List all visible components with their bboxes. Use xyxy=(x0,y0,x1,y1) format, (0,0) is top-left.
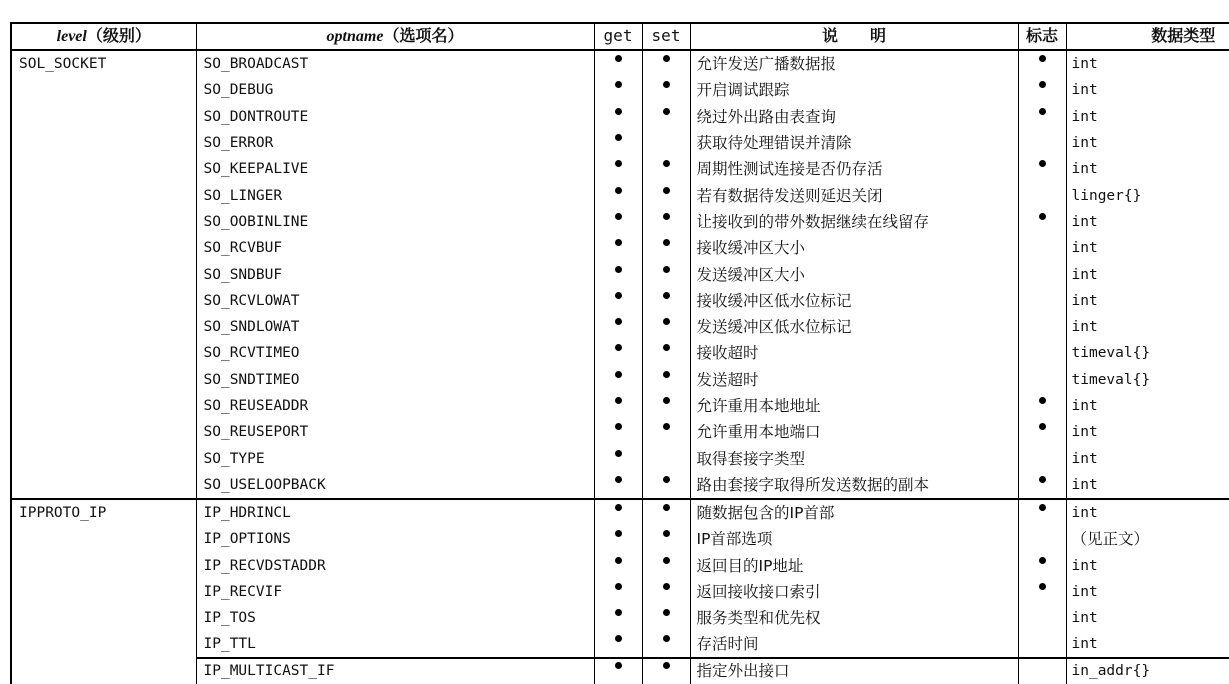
description-cell: 绕过外出路由表查询 xyxy=(690,104,1018,130)
description-cell: 周期性测试连接是否仍存活 xyxy=(690,156,1018,182)
description-cell: 路由套接字取得所发送数据的副本 xyxy=(690,472,1018,499)
flag-cell xyxy=(1018,472,1066,499)
table-row xyxy=(11,261,1229,287)
description-cell: 服务类型和优先权 xyxy=(690,605,1018,631)
table-row xyxy=(11,77,1229,103)
optname-cell: SO_TYPE xyxy=(196,445,594,471)
set-cell xyxy=(642,314,690,340)
optname-cell: SO_RCVBUF xyxy=(196,235,594,261)
bullet-icon xyxy=(663,397,670,404)
description-cell: 允许重用本地端口 xyxy=(690,419,1018,445)
optname-cell: SO_LINGER xyxy=(196,182,594,208)
set-cell xyxy=(642,130,690,156)
table-row xyxy=(11,50,1229,77)
bullet-icon xyxy=(1039,504,1046,511)
level-cell xyxy=(11,340,196,366)
bullet-icon xyxy=(663,266,670,273)
optname-cell: SO_SNDBUF xyxy=(196,261,594,287)
datatype-cell: linger{} xyxy=(1066,182,1229,208)
flag-cell xyxy=(1018,104,1066,130)
table-row xyxy=(11,472,1229,499)
set-cell xyxy=(642,235,690,261)
set-cell xyxy=(642,445,690,471)
header-description-label: 说 明 xyxy=(821,26,886,45)
datatype-cell: int xyxy=(1066,472,1229,499)
bullet-icon xyxy=(615,662,622,669)
level-cell xyxy=(11,77,196,103)
table-row xyxy=(11,314,1229,340)
bullet-icon xyxy=(663,55,670,62)
description-cell: 获取待处理错误并清除 xyxy=(690,130,1018,156)
set-cell xyxy=(642,182,690,208)
flag-cell xyxy=(1018,393,1066,419)
bullet-icon xyxy=(663,318,670,325)
table-row xyxy=(11,156,1229,182)
bullet-icon xyxy=(1039,476,1046,483)
get-cell xyxy=(594,340,642,366)
datatype-cell: int xyxy=(1066,261,1229,287)
header-get-label: get xyxy=(603,26,633,45)
bullet-icon xyxy=(615,397,622,404)
set-cell xyxy=(642,261,690,287)
bullet-icon xyxy=(663,81,670,88)
level-cell xyxy=(11,235,196,261)
set-cell xyxy=(642,499,690,526)
get-cell xyxy=(594,472,642,499)
bullet-icon xyxy=(615,371,622,378)
description-cell: 发送缓冲区大小 xyxy=(690,261,1018,287)
description-cell: 允许重用本地地址 xyxy=(690,393,1018,419)
optname-cell: IP_TTL xyxy=(196,632,594,658)
bullet-icon xyxy=(663,292,670,299)
optname-cell: IP_HDRINCL xyxy=(196,499,594,526)
table-header xyxy=(11,23,1229,50)
bullet-icon xyxy=(615,423,622,430)
description-cell: 返回目的IP地址 xyxy=(690,553,1018,579)
optname-cell: IP_OPTIONS xyxy=(196,526,594,552)
set-cell xyxy=(642,605,690,631)
flag-cell xyxy=(1018,340,1066,366)
get-cell xyxy=(594,393,642,419)
optname-cell: SO_DEBUG xyxy=(196,77,594,103)
datatype-cell: （见正文） xyxy=(1066,526,1229,552)
level-cell: IPPROTO_IP xyxy=(11,499,196,526)
header-level xyxy=(11,23,196,50)
bullet-icon xyxy=(1039,423,1046,430)
bullet-icon xyxy=(615,344,622,351)
level-cell xyxy=(11,472,196,499)
bullet-icon xyxy=(663,504,670,511)
table-row xyxy=(11,526,1229,552)
optname-cell: SO_BROADCAST xyxy=(196,50,594,77)
datatype-cell: int xyxy=(1066,553,1229,579)
level-cell xyxy=(11,130,196,156)
table-row xyxy=(11,209,1229,235)
datatype-cell: int xyxy=(1066,104,1229,130)
optname-cell: SO_OOBINLINE xyxy=(196,209,594,235)
set-cell xyxy=(642,156,690,182)
get-cell xyxy=(594,526,642,552)
bullet-icon xyxy=(1039,213,1046,220)
bullet-icon xyxy=(1039,81,1046,88)
header-flag-label: 标志 xyxy=(1025,26,1058,45)
table-row xyxy=(11,367,1229,393)
flag-cell xyxy=(1018,579,1066,605)
get-cell xyxy=(594,658,642,684)
get-cell xyxy=(594,288,642,314)
description-cell: 发送缓冲区低水位标记 xyxy=(690,314,1018,340)
optname-cell: SO_SNDLOWAT xyxy=(196,314,594,340)
bullet-icon xyxy=(663,423,670,430)
set-cell xyxy=(642,367,690,393)
bullet-icon xyxy=(1039,397,1046,404)
optname-cell: SO_DONTROUTE xyxy=(196,104,594,130)
flag-cell xyxy=(1018,156,1066,182)
bullet-icon xyxy=(615,583,622,590)
bullet-icon xyxy=(663,583,670,590)
set-cell xyxy=(642,632,690,658)
datatype-cell: int xyxy=(1066,50,1229,77)
level-cell xyxy=(11,579,196,605)
bullet-icon xyxy=(615,557,622,564)
description-cell: 接收缓冲区低水位标记 xyxy=(690,288,1018,314)
set-cell xyxy=(642,209,690,235)
bullet-icon xyxy=(615,530,622,537)
datatype-cell: int xyxy=(1066,235,1229,261)
flag-cell xyxy=(1018,209,1066,235)
header-description xyxy=(690,23,1018,50)
get-cell xyxy=(594,579,642,605)
datatype-cell: int xyxy=(1066,579,1229,605)
description-cell: 指定外出接口 xyxy=(690,658,1018,684)
flag-cell xyxy=(1018,288,1066,314)
level-cell xyxy=(11,104,196,130)
get-cell xyxy=(594,104,642,130)
description-cell: 若有数据待发送则延迟关闭 xyxy=(690,182,1018,208)
header-datatype-label: 数据类型 xyxy=(1151,26,1216,45)
table-row xyxy=(11,553,1229,579)
optname-cell: IP_RECVDSTADDR xyxy=(196,553,594,579)
table-row xyxy=(11,445,1229,471)
get-cell xyxy=(594,314,642,340)
bullet-icon xyxy=(615,318,622,325)
table-row xyxy=(11,130,1229,156)
bullet-icon xyxy=(1039,108,1046,115)
table-row xyxy=(11,419,1229,445)
level-cell xyxy=(11,367,196,393)
get-cell xyxy=(594,182,642,208)
description-cell: IP首部选项 xyxy=(690,526,1018,552)
bullet-icon xyxy=(1039,160,1046,167)
table-row xyxy=(11,658,1229,684)
description-cell: 接收超时 xyxy=(690,340,1018,366)
datatype-cell: int xyxy=(1066,419,1229,445)
bullet-icon xyxy=(615,504,622,511)
bullet-icon xyxy=(663,609,670,616)
bullet-icon xyxy=(663,213,670,220)
set-cell xyxy=(642,419,690,445)
flag-cell xyxy=(1018,526,1066,552)
set-cell xyxy=(642,526,690,552)
get-cell xyxy=(594,605,642,631)
bullet-icon xyxy=(615,108,622,115)
datatype-cell: int xyxy=(1066,209,1229,235)
flag-cell xyxy=(1018,445,1066,471)
bullet-icon xyxy=(663,187,670,194)
table-row xyxy=(11,499,1229,526)
datatype-cell: int xyxy=(1066,605,1229,631)
get-cell xyxy=(594,632,642,658)
bullet-icon xyxy=(615,450,622,457)
level-cell: SOL_SOCKET xyxy=(11,50,196,77)
datatype-cell: int xyxy=(1066,393,1229,419)
header-datatype xyxy=(1066,23,1229,50)
table-body xyxy=(11,50,1229,684)
flag-cell xyxy=(1018,367,1066,393)
bullet-icon xyxy=(615,55,622,62)
table-row xyxy=(11,182,1229,208)
bullet-icon xyxy=(663,557,670,564)
header-get xyxy=(594,23,642,50)
level-cell xyxy=(11,393,196,419)
set-cell xyxy=(642,658,690,684)
level-cell xyxy=(11,419,196,445)
optname-cell: SO_RCVTIMEO xyxy=(196,340,594,366)
set-cell xyxy=(642,77,690,103)
bullet-icon xyxy=(615,635,622,642)
socket-options-document xyxy=(10,22,1216,684)
header-set-label: set xyxy=(651,26,681,45)
header-row xyxy=(11,23,1229,50)
datatype-cell: int xyxy=(1066,130,1229,156)
bullet-icon xyxy=(1039,557,1046,564)
description-cell: 接收缓冲区大小 xyxy=(690,235,1018,261)
optname-cell: IP_MULTICAST_IF xyxy=(196,658,594,684)
bullet-icon xyxy=(615,292,622,299)
description-cell: 发送超时 xyxy=(690,367,1018,393)
optname-cell: SO_REUSEPORT xyxy=(196,419,594,445)
get-cell xyxy=(594,130,642,156)
table-row xyxy=(11,605,1229,631)
optname-cell: IP_RECVIF xyxy=(196,579,594,605)
table-row xyxy=(11,288,1229,314)
flag-cell xyxy=(1018,182,1066,208)
description-cell: 随数据包含的IP首部 xyxy=(690,499,1018,526)
bullet-icon xyxy=(615,476,622,483)
header-optname xyxy=(196,23,594,50)
bullet-icon xyxy=(663,530,670,537)
header-level-suffix: （级别） xyxy=(86,26,151,45)
flag-cell xyxy=(1018,553,1066,579)
description-cell: 开启调试跟踪 xyxy=(690,77,1018,103)
datatype-cell: int xyxy=(1066,314,1229,340)
header-optname-label: optname xyxy=(326,28,384,45)
level-cell xyxy=(11,209,196,235)
get-cell xyxy=(594,209,642,235)
bullet-icon xyxy=(663,662,670,669)
datatype-cell: timeval{} xyxy=(1066,340,1229,366)
table-row xyxy=(11,104,1229,130)
flag-cell xyxy=(1018,658,1066,684)
header-optname-suffix: （选项名） xyxy=(383,26,464,45)
header-level-label: level xyxy=(56,28,87,45)
bullet-icon xyxy=(663,239,670,246)
optname-cell: SO_REUSEADDR xyxy=(196,393,594,419)
get-cell xyxy=(594,156,642,182)
flag-cell xyxy=(1018,235,1066,261)
description-cell: 允许发送广播数据报 xyxy=(690,50,1018,77)
description-cell: 让接收到的带外数据继续在线留存 xyxy=(690,209,1018,235)
level-cell xyxy=(11,553,196,579)
bullet-icon xyxy=(615,187,622,194)
optname-cell: SO_ERROR xyxy=(196,130,594,156)
bullet-icon xyxy=(1039,55,1046,62)
bullet-icon xyxy=(663,108,670,115)
optname-cell: SO_SNDTIMEO xyxy=(196,367,594,393)
get-cell xyxy=(594,499,642,526)
bullet-icon xyxy=(615,239,622,246)
level-cell xyxy=(11,288,196,314)
optname-cell: SO_RCVLOWAT xyxy=(196,288,594,314)
bullet-icon xyxy=(663,476,670,483)
flag-cell xyxy=(1018,50,1066,77)
datatype-cell: in_addr{} xyxy=(1066,658,1229,684)
socket-options-table xyxy=(10,22,1229,684)
set-cell xyxy=(642,288,690,314)
datatype-cell: int xyxy=(1066,499,1229,526)
bullet-icon xyxy=(615,213,622,220)
get-cell xyxy=(594,261,642,287)
datatype-cell: int xyxy=(1066,77,1229,103)
flag-cell xyxy=(1018,499,1066,526)
get-cell xyxy=(594,367,642,393)
description-cell: 存活时间 xyxy=(690,632,1018,658)
table-row xyxy=(11,579,1229,605)
bullet-icon xyxy=(663,635,670,642)
table-row xyxy=(11,393,1229,419)
optname-cell: IP_TOS xyxy=(196,605,594,631)
flag-cell xyxy=(1018,632,1066,658)
get-cell xyxy=(594,50,642,77)
bullet-icon xyxy=(1039,583,1046,590)
table-row xyxy=(11,632,1229,658)
get-cell xyxy=(594,77,642,103)
bullet-icon xyxy=(663,344,670,351)
set-cell xyxy=(642,553,690,579)
flag-cell xyxy=(1018,261,1066,287)
bullet-icon xyxy=(663,160,670,167)
level-cell xyxy=(11,526,196,552)
flag-cell xyxy=(1018,419,1066,445)
level-cell xyxy=(11,156,196,182)
description-cell: 返回接收接口索引 xyxy=(690,579,1018,605)
table-row xyxy=(11,235,1229,261)
datatype-cell: timeval{} xyxy=(1066,367,1229,393)
flag-cell xyxy=(1018,130,1066,156)
datatype-cell: int xyxy=(1066,288,1229,314)
bullet-icon xyxy=(615,134,622,141)
level-cell xyxy=(11,605,196,631)
level-cell xyxy=(11,632,196,658)
set-cell xyxy=(642,340,690,366)
level-cell xyxy=(11,445,196,471)
header-flag xyxy=(1018,23,1066,50)
set-cell xyxy=(642,393,690,419)
bullet-icon xyxy=(615,609,622,616)
optname-cell: SO_USELOOPBACK xyxy=(196,472,594,499)
datatype-cell: int xyxy=(1066,632,1229,658)
bullet-icon xyxy=(663,371,670,378)
optname-cell: SO_KEEPALIVE xyxy=(196,156,594,182)
set-cell xyxy=(642,472,690,499)
get-cell xyxy=(594,553,642,579)
description-cell: 取得套接字类型 xyxy=(690,445,1018,471)
set-cell xyxy=(642,104,690,130)
bullet-icon xyxy=(615,81,622,88)
get-cell xyxy=(594,419,642,445)
level-cell xyxy=(11,658,196,684)
bullet-icon xyxy=(615,160,622,167)
flag-cell xyxy=(1018,77,1066,103)
set-cell xyxy=(642,50,690,77)
level-cell xyxy=(11,314,196,340)
header-set xyxy=(642,23,690,50)
datatype-cell: int xyxy=(1066,445,1229,471)
set-cell xyxy=(642,579,690,605)
table-row xyxy=(11,340,1229,366)
get-cell xyxy=(594,235,642,261)
flag-cell xyxy=(1018,314,1066,340)
level-cell xyxy=(11,261,196,287)
bullet-icon xyxy=(615,266,622,273)
level-cell xyxy=(11,182,196,208)
datatype-cell: int xyxy=(1066,156,1229,182)
flag-cell xyxy=(1018,605,1066,631)
get-cell xyxy=(594,445,642,471)
